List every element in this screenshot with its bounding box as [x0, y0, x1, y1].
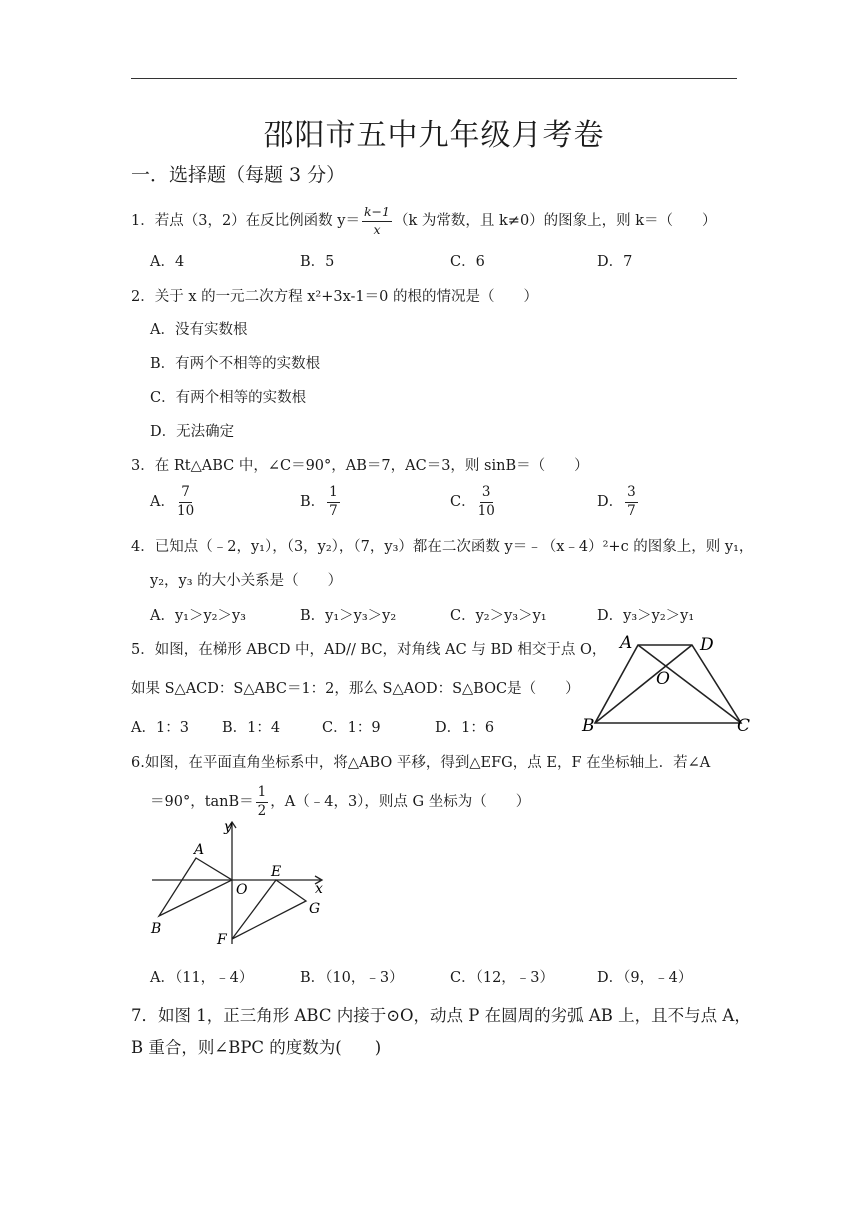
q3-d-fraction — [625, 486, 638, 518]
figure6-label-b: B — [151, 921, 162, 937]
q4-option-d: D．y₃＞y₂＞y₁ — [597, 608, 695, 624]
question-2: 2．关于 x 的一元二次方程 x²+3x-1＝0 的根的情况是（ ） — [131, 289, 538, 305]
question-6-line-2 — [150, 786, 530, 818]
q6-option-d: D．（9，﹣4） — [597, 970, 693, 986]
q3-a-fraction — [177, 486, 194, 518]
q2-option-d: D．无法确定 — [150, 424, 235, 440]
q6-text-pre: ＝90°，tanB＝ — [150, 794, 254, 810]
q3-d-label: D． — [597, 494, 624, 510]
q3-option-d — [597, 486, 640, 518]
figure5-label-c: C — [737, 716, 751, 736]
q3-b-num: 1 — [327, 486, 340, 503]
q1-text-pre: 1．若点（3，2）在反比例函数 y＝ — [131, 213, 360, 229]
q3-option-c — [450, 486, 497, 518]
question-7-line-1: 7．如图 1，正三角形 ABC 内接于⊙O，动点 P 在圆周的劣弧 AB 上，且不与点 A， — [131, 1006, 751, 1025]
q5-option-b: B．1：4 — [222, 720, 281, 736]
q5-option-a: A．1：3 — [131, 720, 189, 736]
q1-text-post: （k 为常数，且 k≠0）的图象上，则 k＝（ ） — [394, 213, 717, 229]
q1-fraction — [362, 206, 392, 236]
question-1 — [131, 206, 717, 236]
figure6-label-a: A — [194, 842, 205, 858]
figure5-label-a: A — [620, 633, 633, 653]
q3-c-num: 3 — [480, 486, 493, 503]
q3-c-fraction — [478, 486, 495, 518]
figure5-label-o: O — [656, 669, 670, 689]
q4-option-a: A．y₁＞y₂＞y₃ — [150, 608, 246, 624]
q6-option-a: A．（11，﹣4） — [150, 970, 254, 986]
q1-option-b: B．5 — [300, 254, 335, 270]
q4-option-b: B．y₁＞y₃＞y₂ — [300, 608, 397, 624]
q3-c-label: C． — [450, 494, 476, 510]
q6-option-b: B．（10，﹣3） — [300, 970, 404, 986]
figure6-label-y: y — [224, 819, 232, 835]
q5-option-c: C．1：9 — [322, 720, 381, 736]
figure5-label-b: B — [582, 716, 595, 736]
q5-option-d: D．1：6 — [435, 720, 495, 736]
q3-c-den: 10 — [477, 502, 495, 519]
q1-frac-den: x — [373, 221, 381, 237]
q1-option-a: A．4 — [150, 254, 185, 270]
question-3: 3．在 Rt△ABC 中，∠C＝90°，AB＝7，AC＝3，则 sinB＝（ ） — [131, 458, 589, 474]
q3-d-num: 3 — [625, 486, 638, 503]
q2-option-a: A．没有实数根 — [150, 322, 248, 338]
figure6-label-f: F — [217, 932, 227, 948]
q6-fraction — [256, 786, 269, 818]
top-rule — [131, 78, 737, 79]
q1-option-d: D．7 — [597, 254, 633, 270]
q1-frac-num: k−1 — [362, 206, 392, 222]
q3-d-den: 7 — [627, 502, 636, 519]
q3-a-den: 10 — [176, 502, 195, 519]
q3-option-b — [300, 486, 342, 518]
q4-option-c: C．y₂＞y₃＞y₁ — [450, 608, 547, 624]
q3-b-fraction — [327, 486, 340, 518]
question-4-line-2: y₂，y₃ 的大小关系是（ ） — [150, 573, 343, 589]
q3-option-a — [150, 486, 196, 518]
figure5-label-d: D — [700, 635, 714, 655]
q3-b-den: 7 — [329, 502, 338, 519]
q6-option-c: C．（12，﹣3） — [450, 970, 555, 986]
q3-a-num: 7 — [179, 486, 192, 503]
q6-frac-den: 2 — [257, 802, 267, 819]
figure6-label-x: x — [315, 881, 323, 897]
question-5-line-1: 5．如图，在梯形 ABCD 中，AD// BC，对角线 AC 与 BD 相交于点 O， — [131, 642, 607, 658]
figure6-label-g: G — [309, 901, 321, 917]
q2-option-c: C．有两个相等的实数根 — [150, 390, 307, 406]
q2-option-b: B．有两个不相等的实数根 — [150, 356, 321, 372]
q3-a-label: A． — [150, 494, 175, 510]
q6-text-post: ，A（﹣4，3），则点 G 坐标为（ ） — [270, 794, 531, 810]
question-7-line-2: B 重合，则∠BPC 的度数为( ) — [131, 1038, 382, 1057]
trapezoid-figure — [580, 628, 760, 740]
q1-option-c: C．6 — [450, 254, 485, 270]
coordinate-figure — [145, 818, 335, 950]
question-4-line-1: 4．已知点（﹣2，y₁），（3，y₂），（7，y₃）都在二次函数 y＝﹣（x﹣4）²+c 的图象上，则 y₁， — [131, 539, 754, 555]
question-5-line-2: 如果 S△ACD：S△ABC＝1：2，那么 S△AOD：S△BOC是（ ） — [131, 681, 580, 697]
q6-frac-num: 1 — [256, 786, 269, 803]
figure6-label-e: E — [271, 864, 282, 880]
question-6-line-1: 6.如图，在平面直角坐标系中，将△ABO 平移，得到△EFG，点 E，F 在坐标轴上．若∠A — [131, 755, 711, 771]
q3-b-label: B． — [300, 494, 326, 510]
section-heading: 一．选择题（每题 3 分） — [131, 164, 346, 186]
figure6-label-o: O — [236, 882, 248, 898]
page-title: 邵阳市五中九年级月考卷 — [263, 118, 605, 153]
